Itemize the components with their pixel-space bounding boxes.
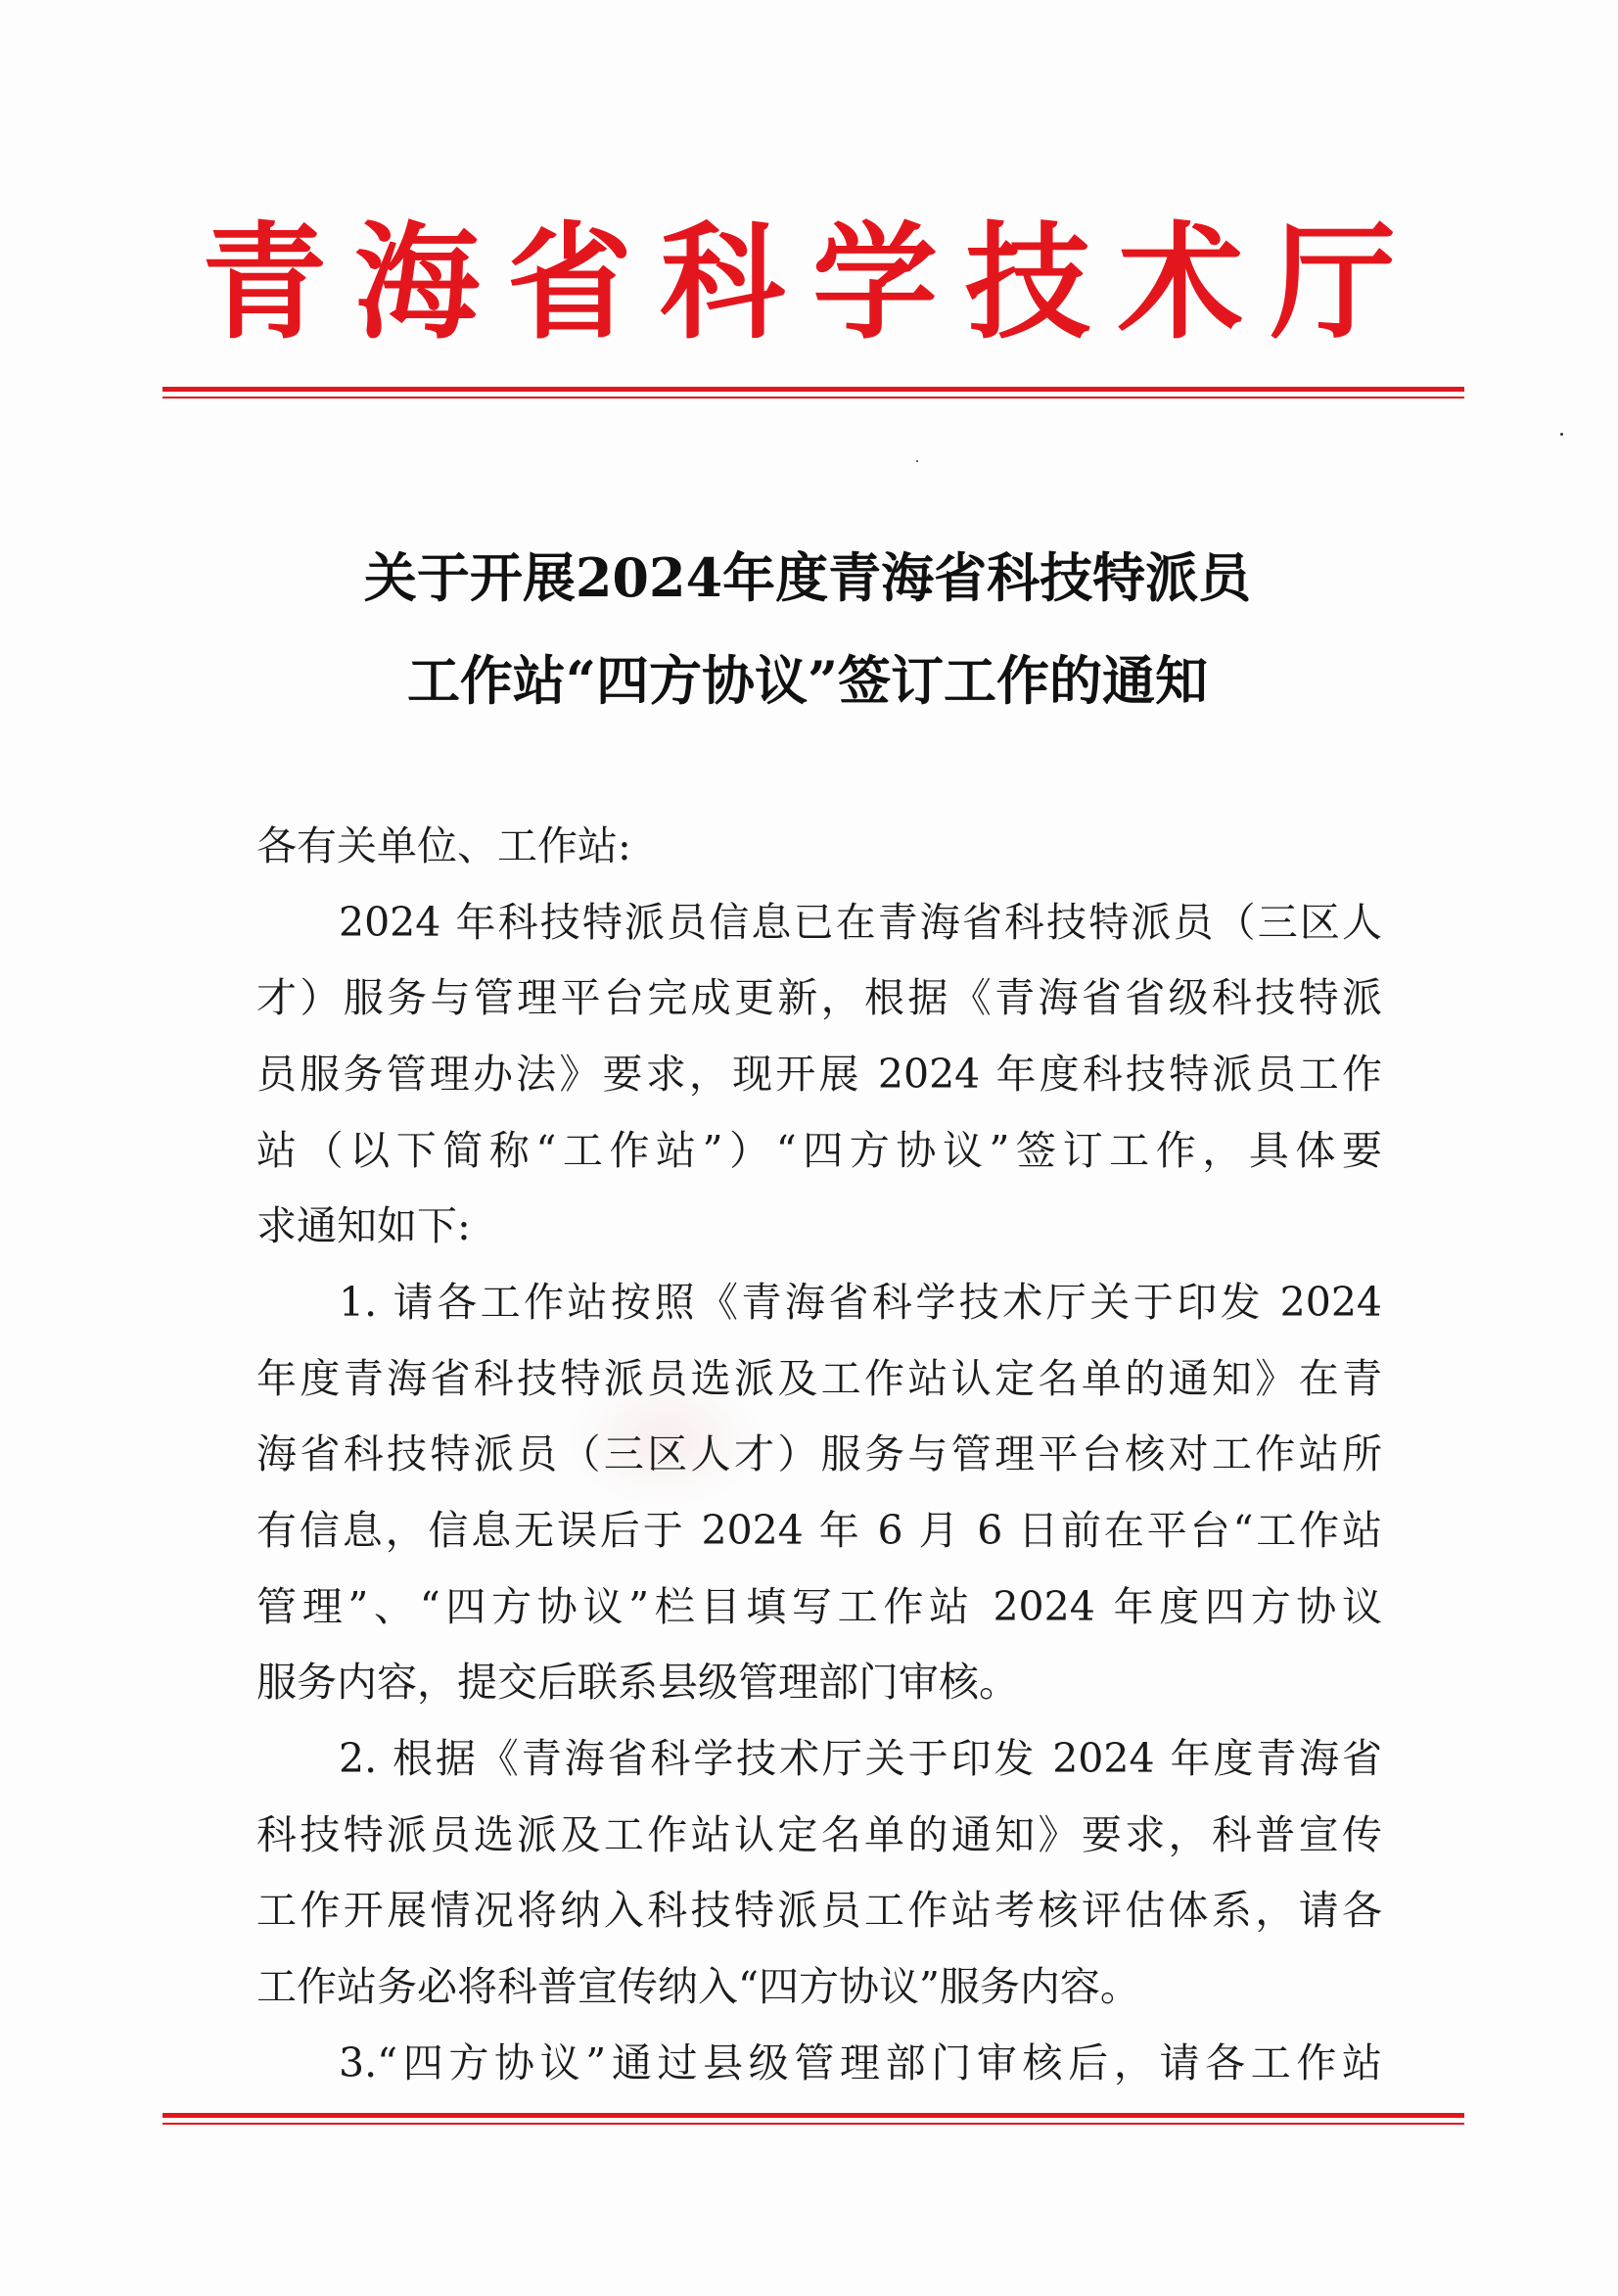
header-red-rule-thin [162, 397, 1464, 398]
body-line: 工作站务必将科普宣传纳入“四方协议”服务内容。 [256, 1963, 1140, 2010]
header-red-rule-thick [162, 387, 1464, 392]
footer-red-rule-thick [162, 2113, 1464, 2118]
issuing-organization-header: 青海省科学技术厅 [201, 211, 1423, 356]
scan-speck [916, 460, 918, 462]
body-line: 站（以下简称“工作站”）“四方协议”签订工作，具体要 [256, 1127, 1382, 1174]
body-line: 求通知如下: [256, 1202, 471, 1249]
body-line: 才）服务与管理平台完成更新，根据《青海省省级科技特派 [256, 974, 1382, 1021]
body-line: 科技特派员选派及工作站认定名单的通知》要求，科普宣传 [256, 1811, 1382, 1858]
document-title-line-2: 工作站“四方协议”签订工作的通知 [406, 649, 1209, 712]
body-line: 工作开展情况将纳入科技特派员工作站考核评估体系，请各 [256, 1887, 1382, 1934]
salutation: 各有关单位、工作站: [256, 822, 631, 869]
body-line: 员服务管理办法》要求，现开展 2024 年度科技特派员工作 [256, 1051, 1382, 1098]
body-line: 2024 年科技特派员信息已在青海省科技特派员（三区人 [339, 899, 1382, 946]
body-line: 3.“四方协议”通过县级管理部门审核后，请各工作站 [339, 2039, 1382, 2086]
body-line: 1. 请各工作站按照《青海省科学技术厅关于印发 2024 [339, 1279, 1382, 1326]
footer-red-rule-thin [162, 2123, 1464, 2125]
body-line: 年度青海省科技特派员选派及工作站认定名单的通知》在青 [256, 1355, 1382, 1402]
body-line: 服务内容，提交后联系县级管理部门审核。 [256, 1659, 1019, 1706]
body-line: 海省科技特派员（三区人才）服务与管理平台核对工作站所 [256, 1430, 1382, 1477]
body-line: 2. 根据《青海省科学技术厅关于印发 2024 年度青海省 [339, 1735, 1382, 1782]
body-line: 管理”、“四方协议”栏目填写工作站 2024 年度四方协议 [256, 1583, 1382, 1630]
document-title-line-1: 关于开展2024年度青海省科技特派员 [363, 546, 1252, 609]
scan-speck [1560, 433, 1563, 436]
body-line: 有信息，信息无误后于 2024 年 6 月 6 日前在平台“工作站 [256, 1507, 1382, 1554]
